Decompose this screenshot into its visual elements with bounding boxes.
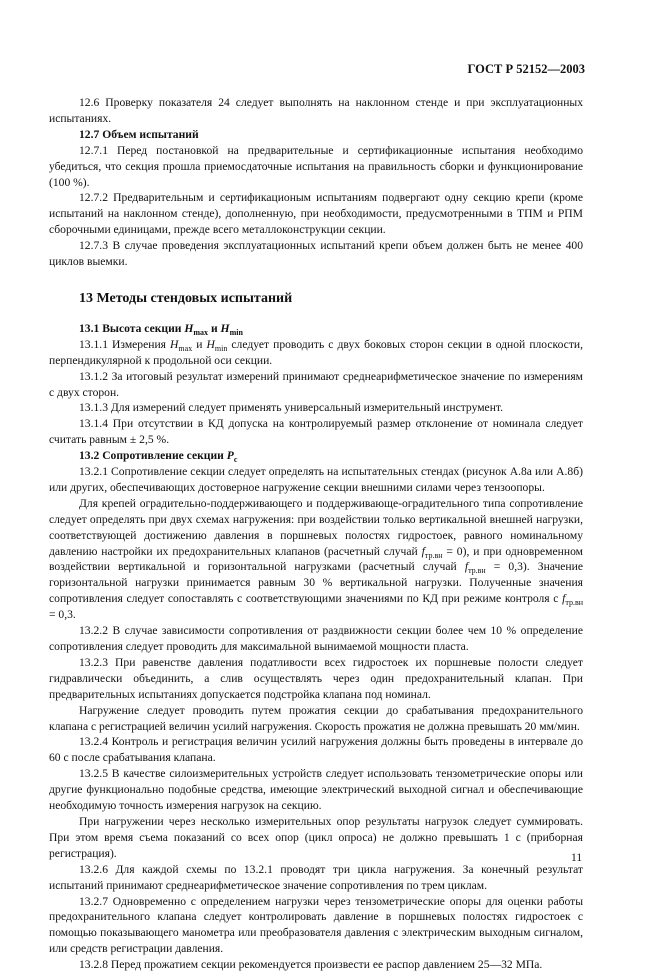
paragraph-13-1-2: 13.1.2 За итоговый результат измерений принимают среднеарифметическое значение по измерениям с двух сторон. bbox=[49, 369, 583, 399]
document-body bbox=[49, 95, 583, 973]
page-number: 11 bbox=[571, 852, 583, 864]
paragraph-13-2-3-continued: Нагружение следует проводить путем прожатия секции до срабатывания предохранительного клапана с регистрацией величин усилий нагружения. Скорость прожатия не должна превышать 20 мм/мин. bbox=[49, 703, 583, 733]
paragraph-13-1-1: 13.1.1 Измерения $H_{max}$ и $H_{min}$ следует проводить с двух боковых сторон секции в одной плоскости, перпендикулярной к продольной оси секции. bbox=[49, 337, 583, 367]
paragraph-13-2-2: 13.2.2 В случае зависимости сопротивления от раздвижности секции более чем 10 % определение сопротивления следует проводить для максимальной вынимаемой мощности пласта. bbox=[49, 624, 583, 653]
paragraph-13-1-4: 13.1.4 При отсутствии в КД допуска на контролируемый размер отклонение от номинала следует считать равным ± 2,5 %. bbox=[49, 417, 583, 447]
paragraph-12-6: 12.6 Проверку показателя 24 следует выполнять на наклонном стенде и при эксплуатационных испытаниях. bbox=[49, 96, 583, 125]
paragraph-13-2-5: 13.2.5 В качестве силоизмерительных устройств следует использовать тензометрические опоры или другие функционально подобные средства, имеющие электрический выходной сигнал и обеспечивающие необходимую точность измерения нагрузок на секцию. bbox=[49, 767, 583, 813]
heading-13-1: 13.1 Высота секции $H_{max}$ и $H_{min}$ bbox=[79, 321, 243, 337]
document-code-header: ГОСТ Р 52152—2003 bbox=[467, 62, 585, 76]
paragraph-13-2-8: 13.2.8 Перед прожатием секции рекомендуется произвести ее распор давлением 25—32 МПа. bbox=[79, 958, 543, 972]
paragraph-13-2-5-continued: При нагружении через несколько измерительных опор результаты нагрузок следует суммировать. При этом время съема показаний со всех опор (цикл опроса) не должно превышать 1 с (приборная регистрация). bbox=[49, 814, 583, 860]
paragraph-13-2-6: 13.2.6 Для каждой схемы по 13.2.1 проводят три цикла нагружения. За конечный результат испытаний принимают среднеарифметическое значение сопротивления по трем циклам. bbox=[49, 862, 583, 892]
paragraph-13-2-4: 13.2.4 Контроль и регистрация величин усилий нагружения должны быть проведены в интервале до 60 с после срабатывания клапана. bbox=[49, 735, 583, 765]
paragraph-13-1-3: 13.1.3 Для измерений следует применять универсальный измерительный инструмент. bbox=[79, 401, 503, 415]
paragraph-13-2-1-continued: Для крепей оградительно-поддерживающего и поддерживающе-оградительного типа сопротивление следует определять при двух схемах нагружения: при воздействии только вертикальной внешней нагрузки, соответствующей достижению давления в поршневых полостях гидростоек, равного номинальному давлению настройки их предохранительных клапанов (расчетный случай $f_{тр.вн} = 0$), и при одновременном воздействии вертикальной и горизонтальной нагрузками (расчетный случай $f_{тр.вн} = 0,3$). Значение горизонтальной нагрузки принимается равным 30 % вертикальной нагрузки. Полученные значения сопротивления следует сопоставлять с соответствующими значениями по КД при режиме контроля с $f_{тр.вн} = 0,3$. bbox=[49, 496, 583, 622]
heading-12-7: 12.7 Объем испытаний bbox=[79, 127, 199, 141]
paragraph-13-2-3: 13.2.3 При равенстве давления податливости всех гидростоек их поршневые полости следует гидравлически объединить, а слив осуществлять через один предохранительный клапан. При предварительных испытаниях допускается подстройка клапана под номинал. bbox=[49, 655, 583, 701]
heading-13: 13 Методы стендовых испытаний bbox=[79, 290, 293, 306]
paragraph-12-7-2: 12.7.2 Предварительным и сертификационым испытаниям подвергают одну секцию крепи (кроме испытаний на наклонном стенде), дополненную, при необходимости, предусмотренными в ТПМ и РПМ сборочными единицами, прежде всего металлоконструкции секции. bbox=[49, 191, 583, 237]
paragraph-12-7-3: 12.7.3 В случае проведения эксплуатационных испытаний крепи объем должен быть не менее 400 циклов выемки. bbox=[49, 239, 583, 269]
paragraph-13-2-1: 13.2.1 Сопротивление секции следует определять на испытательных стендах (рисунок А.8а или А.8б) или других, обеспечивающих достоверное нагружение секции внешними силами через тензоопоры. bbox=[49, 465, 583, 494]
paragraph-12-7-1: 12.7.1 Перед постановкой на предварительные и сертификационные испытания необходимо убедиться, что секция прошла приемосдаточные испытания на правильность сборки и функционирование (100 %). bbox=[49, 143, 583, 189]
heading-13-2: 13.2 Сопротивление секции $P_c$ bbox=[79, 449, 238, 465]
paragraph-13-2-7: 13.2.7 Одновременно с определением нагрузки через тензометрические опоры для оценки работы предохранительного клапана следует контролировать давление в поршневых полостях гидростоек с помощью показывающего манометра или преобразователя давления с электрическим выходным сигналом, или средств регистрации давления. bbox=[49, 894, 583, 956]
